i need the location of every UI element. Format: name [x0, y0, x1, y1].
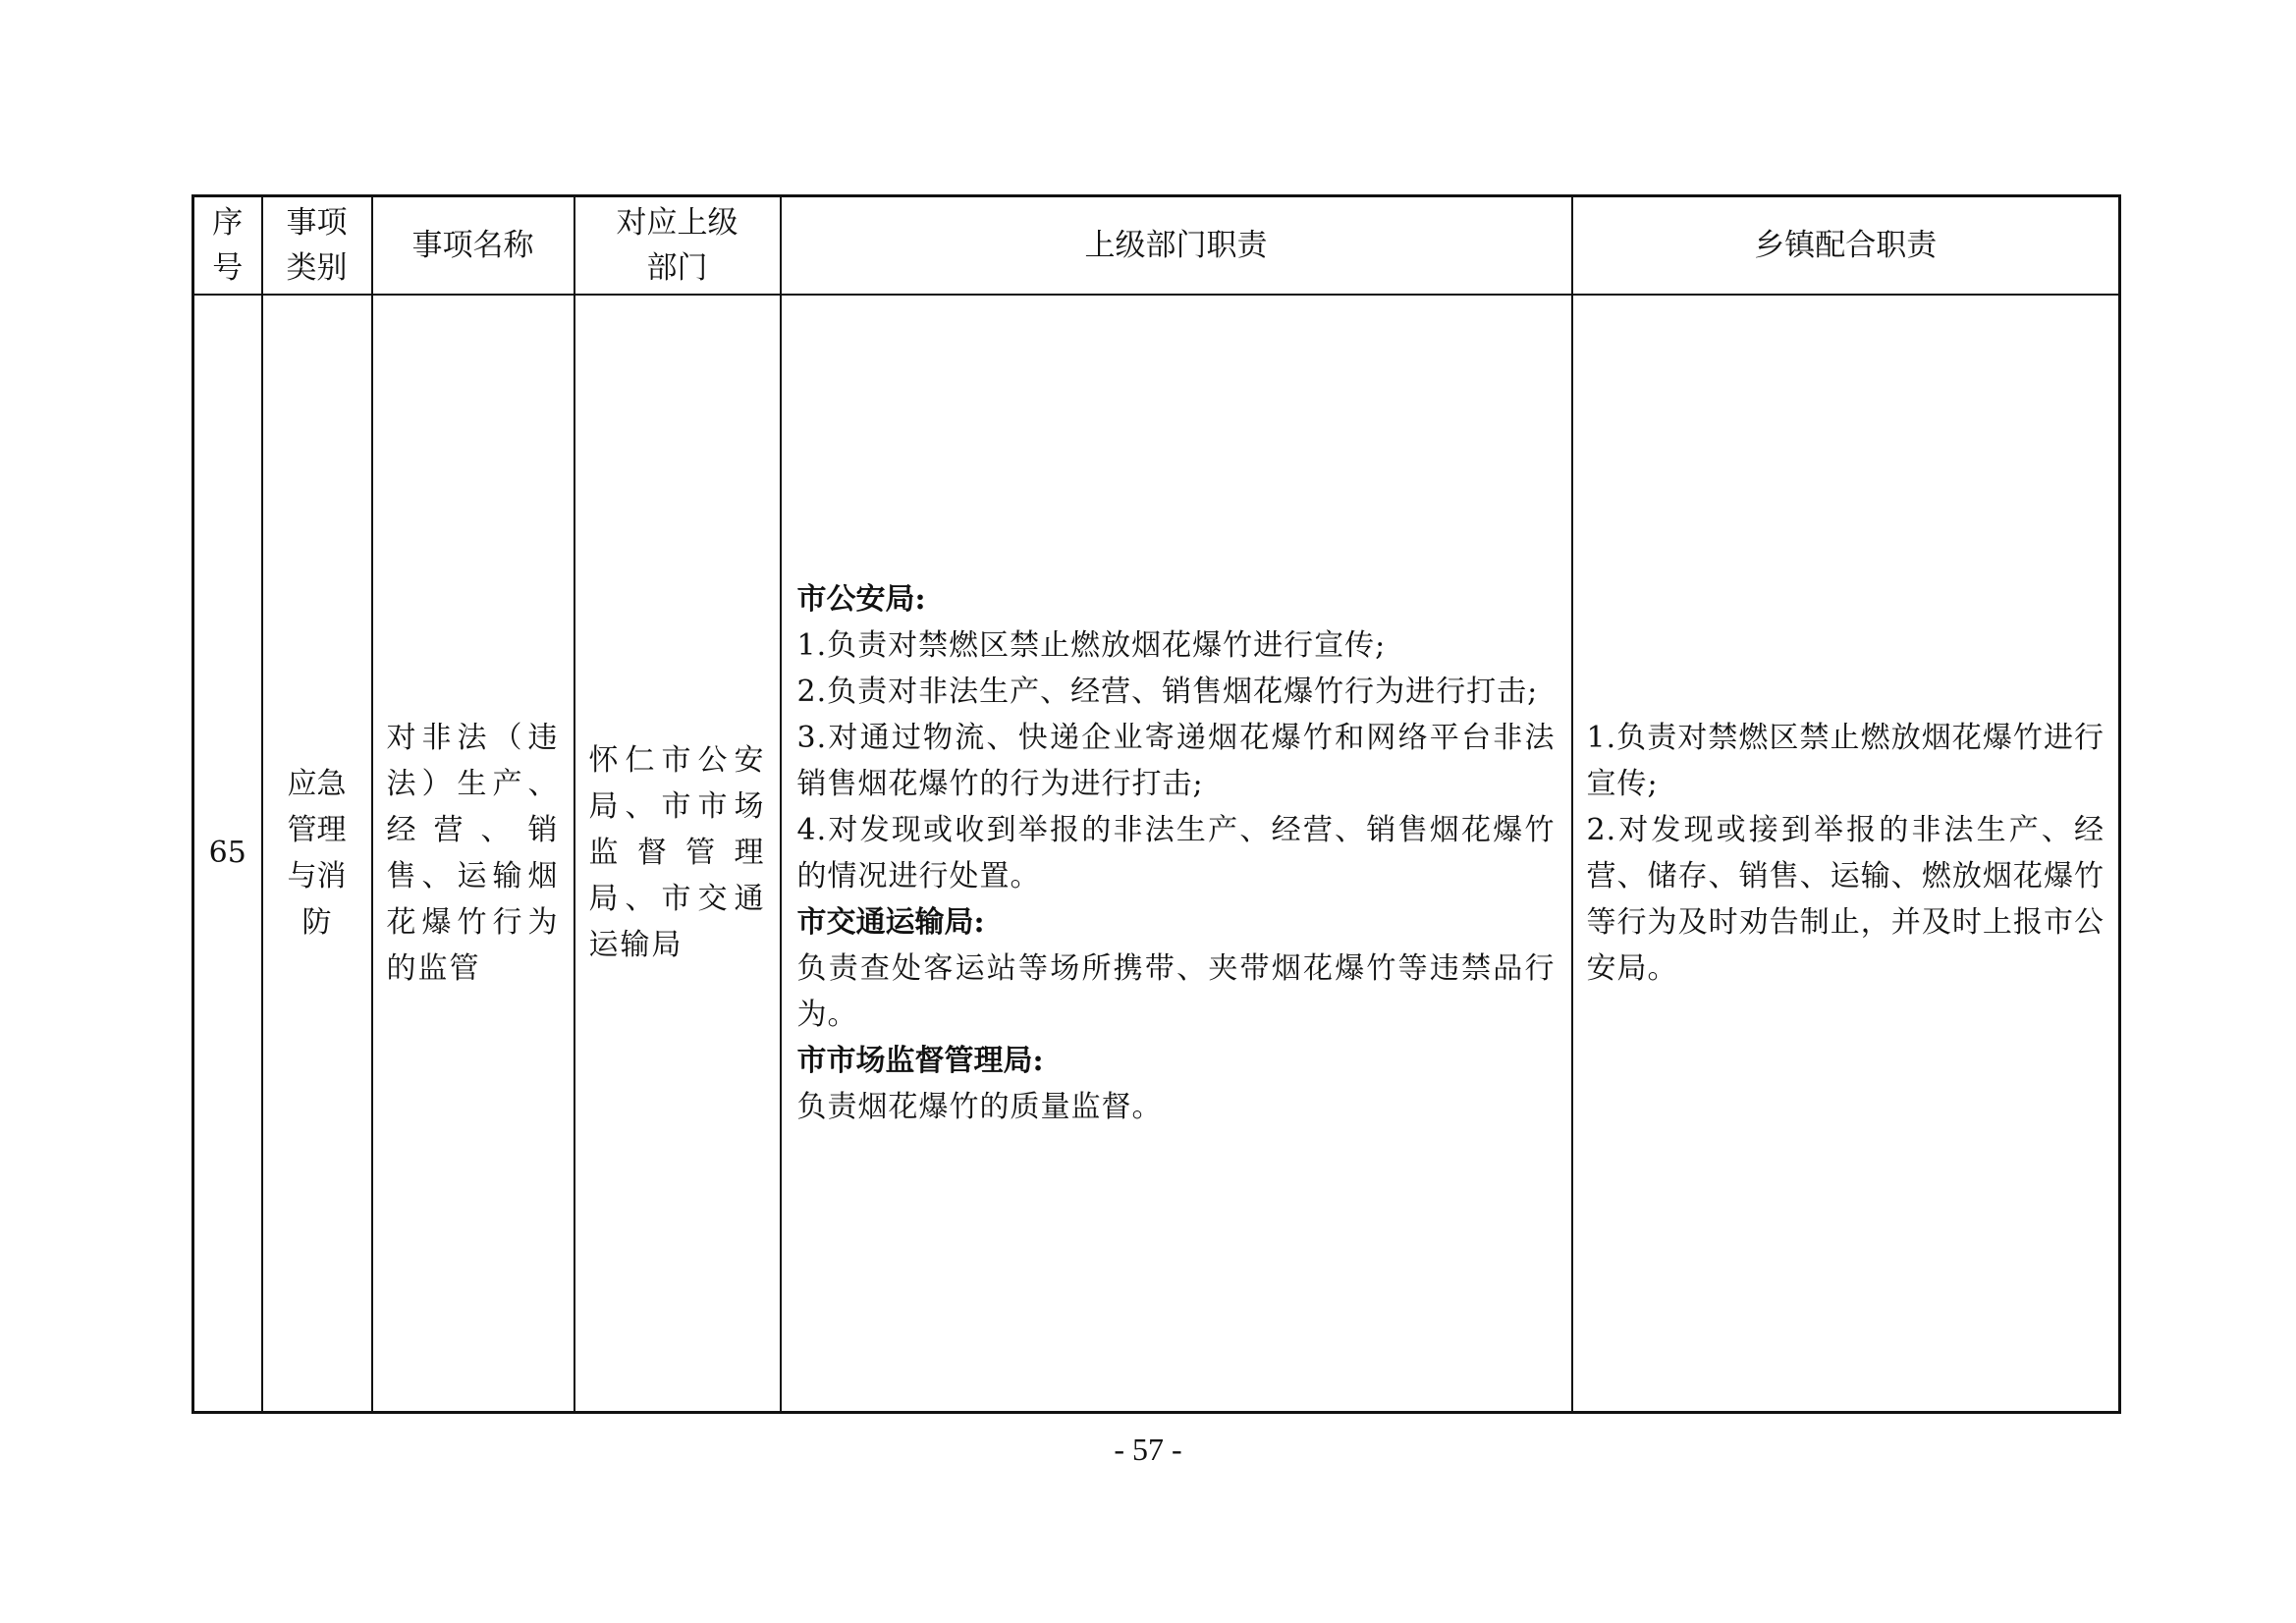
cell-item-name: 对非法（违法）生产、经营、销售、运输烟花爆竹行为的监管: [372, 295, 574, 1413]
duty-item: 2.负责对非法生产、经营、销售烟花爆竹行为进行打击;: [796, 674, 1539, 709]
duty-item: 4.对发现或收到举报的非法生产、经营、销售烟花爆竹的情况进行处置。: [796, 812, 1556, 893]
duty-item: 负责烟花爆竹的质量监督。: [796, 1089, 1163, 1124]
cell-category-line: 应急: [287, 766, 347, 801]
header-upper-duty: [781, 196, 1572, 295]
cell-upper-duty: [781, 295, 1572, 1413]
header-town-duty-line: 乡镇配合职责: [1754, 227, 1938, 263]
duty-table: [191, 194, 2121, 1414]
header-seq-line: 号: [212, 249, 244, 286]
dept-heading: 市公安局:: [796, 581, 926, 617]
cell-category-line: 防: [301, 904, 332, 940]
header-dept-line: 部门: [646, 249, 708, 286]
header-category: [262, 196, 372, 295]
dept-heading: 市市场监督管理局:: [796, 1043, 1044, 1078]
header-seq-line: 序: [212, 204, 244, 241]
page-number: - 57 -: [1114, 1432, 1182, 1467]
header-name-line: 事项名称: [411, 227, 534, 263]
cell-category-line: 管理: [287, 812, 347, 847]
header-category-line: 类别: [286, 249, 348, 286]
header-town-duty: [1572, 196, 2120, 295]
header-row: [193, 196, 2120, 295]
header-dept: [574, 196, 781, 295]
header-upper-duty-line: 上级部门职责: [1084, 227, 1268, 263]
cell-upper-dept: 怀仁市公安局、市市场监督管理局、市交通运输局: [574, 295, 781, 1413]
town-duty-item: 1.负责对禁燃区禁止燃放烟花爆竹进行宣传;: [1586, 720, 2105, 801]
header-seq: [193, 196, 262, 295]
header-name: [372, 196, 574, 295]
cell-town-duty: [1572, 295, 2120, 1413]
town-duty-item: 2.对发现或接到举报的非法生产、经营、储存、销售、运输、燃放烟花爆竹等行为及时劝告制止，并及时上报市公安局。: [1586, 812, 2105, 986]
cell-seq: 65: [193, 295, 262, 1413]
cell-category-line: 与消: [287, 858, 347, 893]
table-row: [193, 295, 2120, 1413]
header-category-line: 事项: [286, 204, 348, 241]
dept-heading: 市交通运输局:: [796, 904, 985, 940]
duty-item: 1.负责对禁燃区禁止燃放烟花爆竹进行宣传;: [796, 627, 1387, 663]
duty-item: 负责查处客运站等场所携带、夹带烟花爆竹等违禁品行为。: [796, 950, 1556, 1032]
header-dept-line: 对应上级: [616, 204, 738, 241]
duty-item: 3.对通过物流、快递企业寄递烟花爆竹和网络平台非法销售烟花爆竹的行为进行打击;: [796, 720, 1556, 801]
cell-category: [262, 295, 372, 1413]
